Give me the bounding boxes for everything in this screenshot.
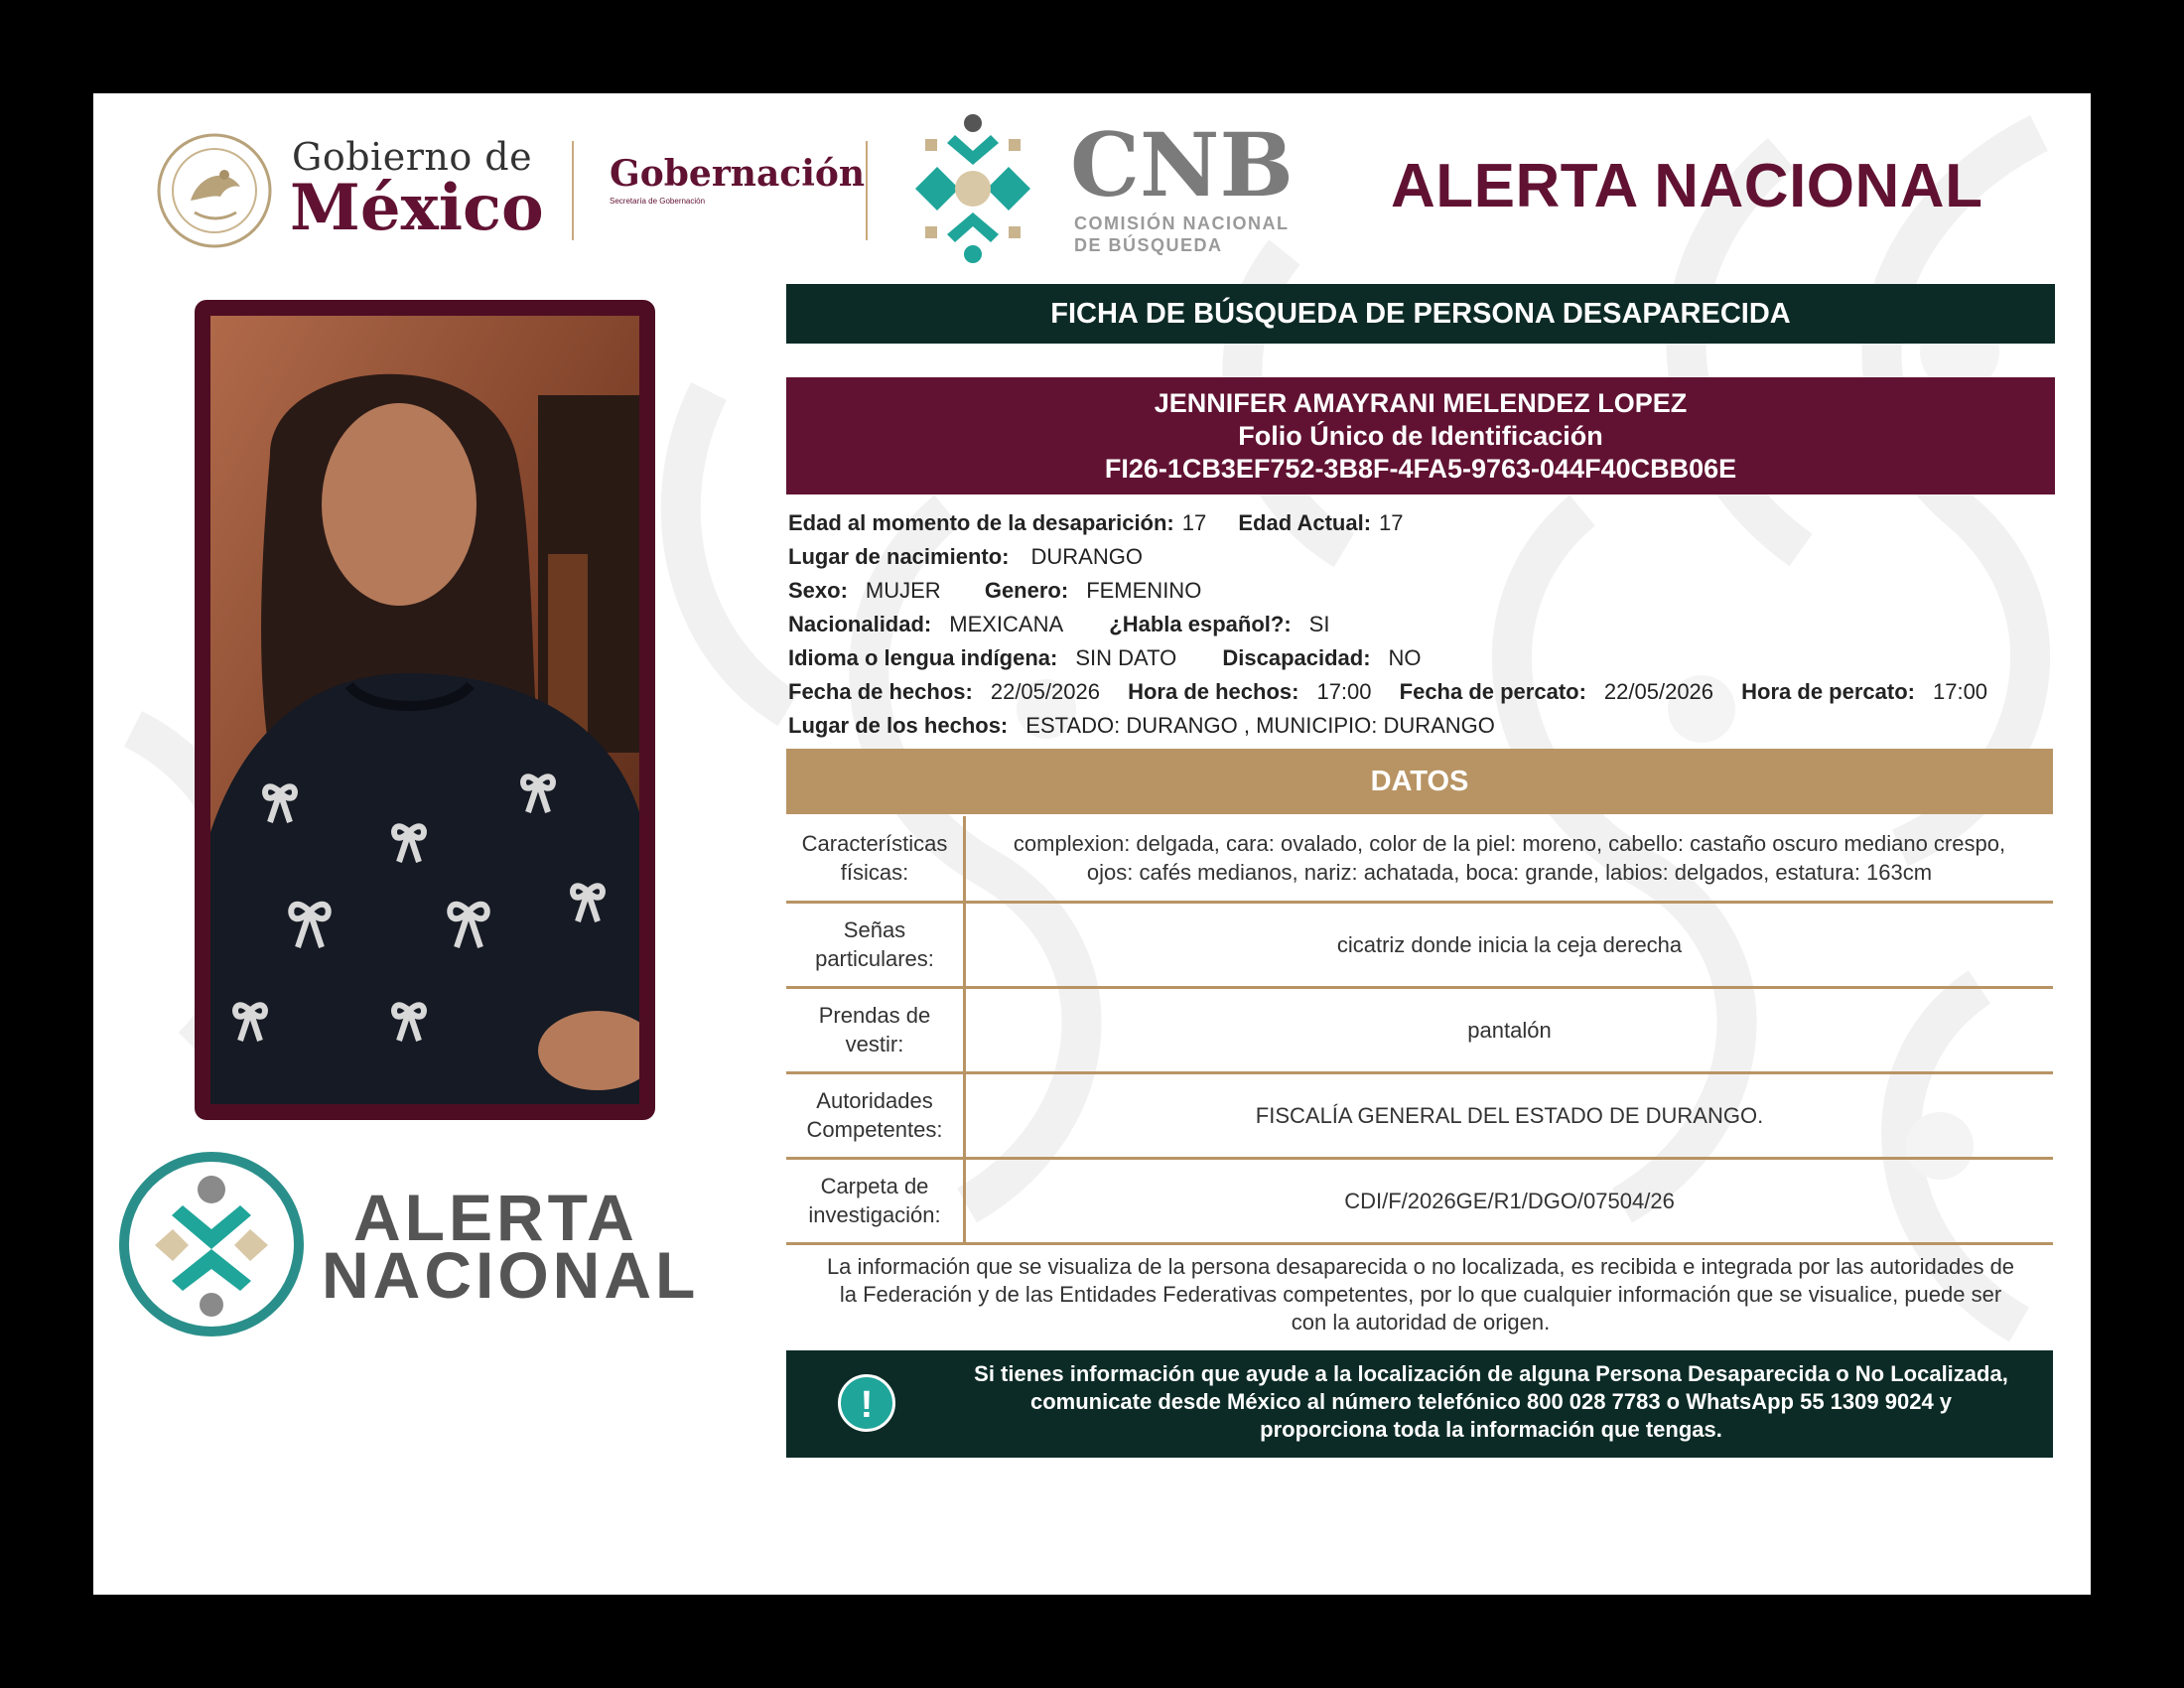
prendas-label [786,987,965,1072]
disclaimer-line: La información que se visualiza de la persona desaparecida o no localizada, es recibida e integrada por las autoridades de [826,1254,2015,1279]
table-label-line: Características [801,831,948,857]
coat-of-arms-seal-icon [155,131,274,250]
autoridades-value: FISCALÍA GENERAL DEL ESTADO DE DURANGO. [965,1072,2054,1158]
info-row-lugar-hechos [788,709,2069,743]
contact-line: Si tienes información que ayude a la localización de alguna Persona Desaparecida o No Localizada, [974,1361,2008,1386]
table-value-line: ojos: cafés medianos, nariz: achatada, boca: grande, labios: delgados, estatura: 163cm [1086,860,1933,886]
gobernacion-subtitle: Secretaría de Gobernación [610,197,706,206]
mexico-text: México [290,171,544,245]
person-photo-illustration [210,316,639,1104]
idioma-value: SIN DATO [1075,645,1177,670]
carpeta-label [786,1158,965,1243]
ficha-title-bar: FICHA DE BÚSQUEDA DE PERSONA DESAPARECIDA [786,284,2055,344]
cnb-subtitle [1074,212,1290,256]
disclaimer-line: la Federación y de las Entidades Federativas competentes, por lo que cualquier información que se visualice, puede ser [839,1282,2002,1307]
carpeta-value: CDI/F/2026GE/R1/DGO/07504/26 [965,1158,2054,1243]
gobierno-de-text: Gobierno de [292,135,533,179]
alerta-logo-text-line1: ALERTA [353,1181,638,1254]
nacionalidad-label: Nacionalidad: [788,612,932,636]
table-label-line: Carpeta de [820,1174,929,1198]
lugar-nacimiento-value: DURANGO [1030,544,1143,569]
alerta-nacional-title: ALERTA NACIONAL [1391,152,1983,220]
person-name: JENNIFER AMAYRANI MELENDEZ LOPEZ [1154,388,1688,418]
prendas-value: pantalón [965,987,2054,1072]
hora-percato-label: Hora de percato: [1741,679,1915,704]
edad-actual-value: 17 [1379,510,1404,535]
cnb-logo-icon [895,109,1050,268]
table-label-line: investigación: [808,1202,941,1227]
hora-hechos-label: Hora de hechos: [1128,679,1299,704]
cnb-subtitle-line1: COMISIÓN NACIONAL [1074,213,1290,233]
table-label-line: Autoridades [816,1088,933,1113]
info-row-nacimiento [788,540,2069,574]
alerta-logo-text-line2: NACIONAL [322,1238,700,1312]
table-value-line: complexion: delgada, cara: ovalado, color de la piel: moreno, cabello: castaño oscuro mediano crespo, [1013,831,2006,857]
person-photo [210,316,639,1104]
fecha-hechos-label: Fecha de hechos: [788,679,973,704]
genero-value: FEMENINO [1086,578,1202,603]
cnb-title: CNB [1070,113,1294,216]
person-name-box [786,377,2055,494]
info-row-idioma [788,641,2069,675]
table-label-line: particulares: [815,946,934,971]
disclaimer-text [788,1253,2053,1336]
alerta-nacional-logo-icon [117,1150,306,1338]
table-label-line: Señas [843,917,906,942]
fecha-percato-value: 22/05/2026 [1603,679,1714,704]
contact-info-bar [786,1350,2053,1458]
info-row-sexo [788,574,2069,608]
exclamation-icon: ! [838,1374,895,1432]
disclaimer-line: con la autoridad de origen. [1291,1310,1551,1335]
table-row [786,1158,2053,1243]
senas-label [786,902,965,987]
gobernacion-text: Gobernación [610,153,866,195]
idioma-label: Idioma o lengua indígena: [788,645,1058,670]
discapacidad-value: NO [1388,645,1422,670]
table-row [786,1072,2053,1158]
info-row-nacionalidad [788,608,2069,641]
fecha-hechos-value: 22/05/2026 [990,679,1100,704]
discapacidad-label: Discapacidad: [1222,645,1371,670]
habla-espanol-label: ¿Habla español?: [1109,612,1292,636]
caracteristicas-value [965,816,2054,902]
habla-espanol-value: SI [1308,612,1330,636]
table-row [786,987,2053,1072]
cnb-subtitle-line2: DE BÚSQUEDA [1074,235,1223,255]
info-row-fechas [788,675,2069,709]
sexo-value: MUJER [865,578,941,603]
contact-line: proporciona toda la información que tengas. [1260,1417,1722,1442]
contact-line: comunicate desde México al número telefónico 800 028 7783 o WhatsApp 55 1309 9024 y [1029,1389,1953,1414]
table-row [786,816,2053,902]
info-row-edad [788,506,2069,540]
folio-label: Folio Único de Identificación [1238,421,1603,451]
caracteristicas-label [786,816,965,902]
header-divider-2 [866,141,868,240]
table-label-line: vestir: [845,1032,904,1056]
autoridades-label [786,1072,965,1158]
table-label-line: Competentes: [806,1117,943,1142]
lugar-hechos-value: ESTADO: DURANGO , MUNICIPIO: DURANGO [1025,713,1495,738]
edad-desaparicion-value: 17 [1181,510,1207,535]
datos-title-bar: DATOS [786,749,2053,814]
hora-percato-value: 17:00 [1932,679,1988,704]
lugar-nacimiento-label: Lugar de nacimiento: [788,544,1010,569]
nacionalidad-value: MEXICANA [949,612,1064,636]
table-row [786,902,2053,987]
folio-number: FI26-1CB3EF752-3B8F-4FA5-9763-044F40CBB06E [1104,454,1737,484]
sexo-label: Sexo: [788,578,848,603]
genero-label: Genero: [984,578,1069,603]
alert-sheet [93,93,2091,1595]
header-divider [572,141,574,240]
edad-desaparicion-label: Edad al momento de la desaparición: [788,510,1174,535]
table-label-line: Prendas de [818,1003,931,1028]
hora-hechos-value: 17:00 [1316,679,1372,704]
senas-value: cicatriz donde inicia la ceja derecha [965,902,2054,987]
lugar-hechos-label: Lugar de los hechos: [788,713,1009,738]
datos-table [786,816,2053,1245]
edad-actual-label: Edad Actual: [1238,510,1372,535]
fecha-percato-label: Fecha de percato: [1399,679,1586,704]
table-label-line: físicas: [840,860,909,886]
contact-text [945,1360,2037,1444]
